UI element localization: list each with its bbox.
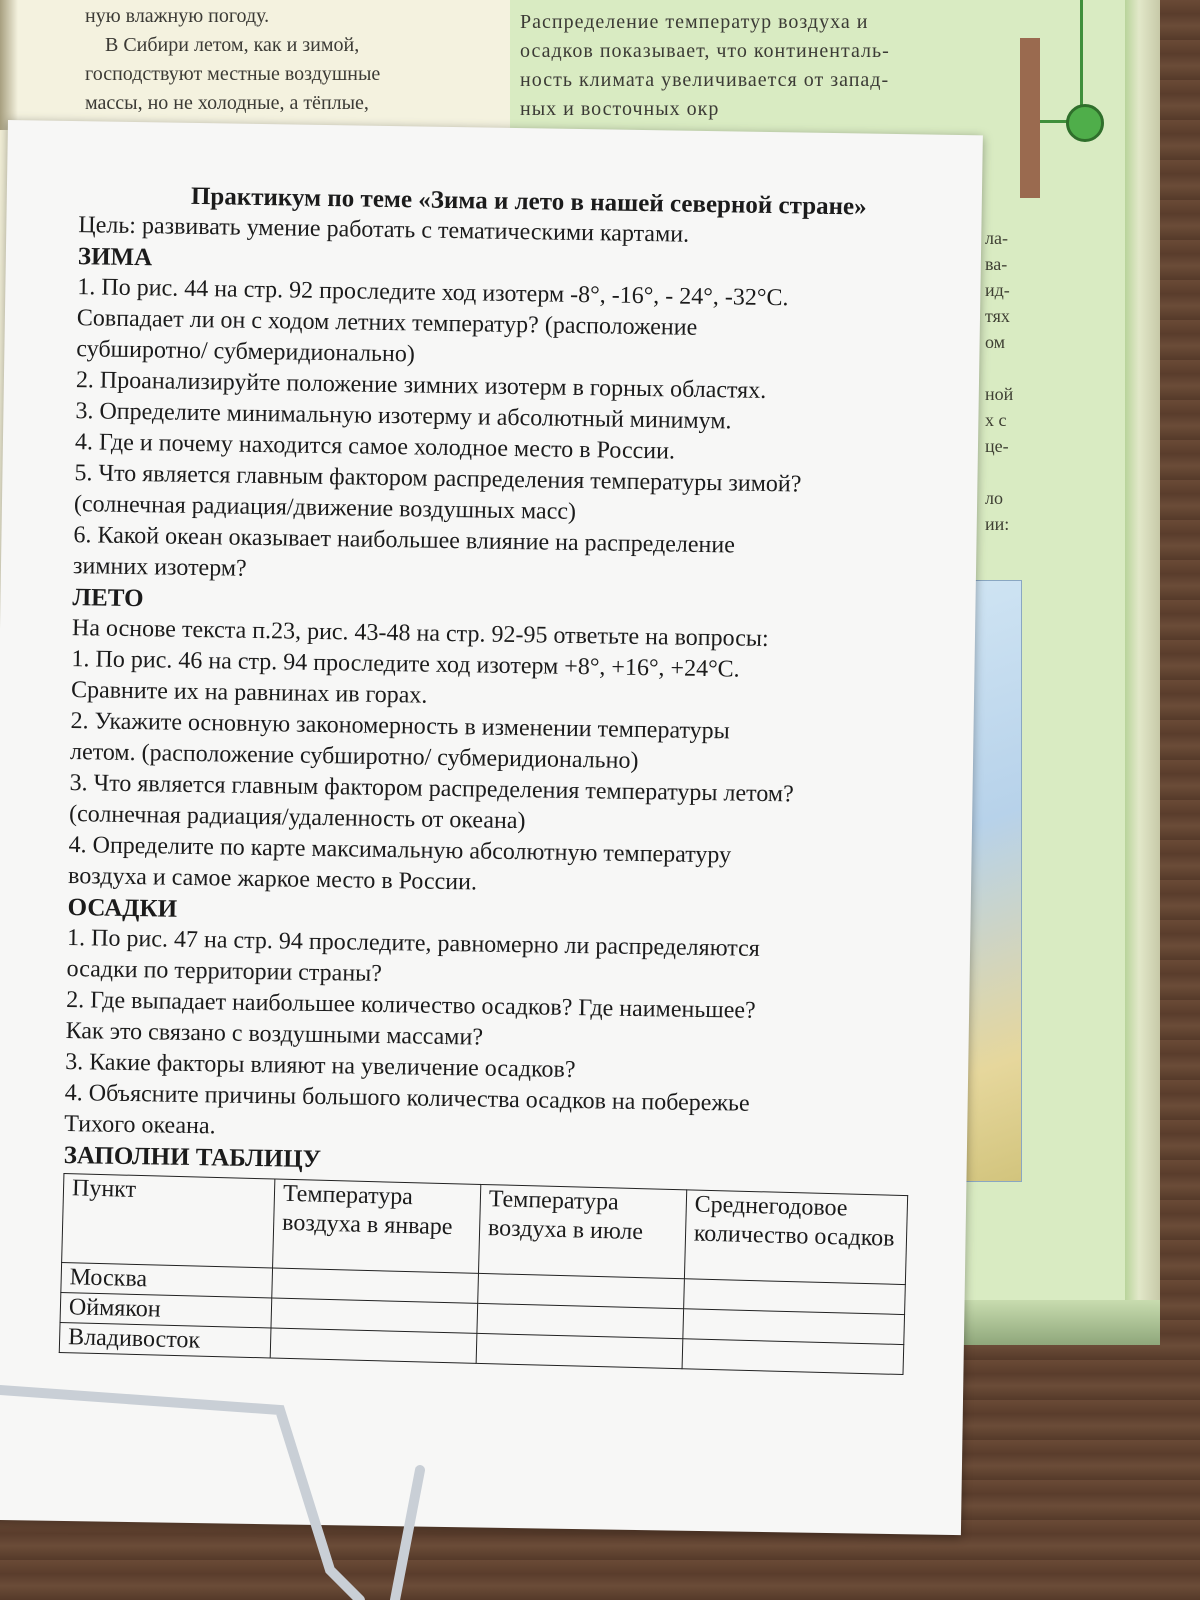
question-line: 4. Определите по карте максимальную абсолютную температуру (68, 832, 732, 869)
margin-fragment: це- (985, 436, 1009, 456)
margin-fragment (985, 355, 1045, 381)
question-line: 4. Где и почему находится самое холодное место в России. (74, 429, 676, 465)
question-line: 3. Определите минимальную изотерму и абсолютный минимум. (75, 398, 732, 435)
textbook-page-edges (1125, 0, 1160, 1345)
question-line: На основе текста п.23, рис. 43-48 на стр. 92-95 ответьте на вопросы: (71, 615, 769, 653)
question-line: 1. По рис. 46 на стр. 94 проследите ход изотерм +8°, +16°, +24°С. (71, 646, 740, 683)
table-cell-empty[interactable] (476, 1333, 683, 1368)
table-cell-city: Владивосток (59, 1322, 271, 1358)
margin-fragment: тях (985, 306, 1010, 326)
fill-in-table (59, 1173, 908, 1375)
book-line: массы, но не холодные, а тёплые, (85, 92, 369, 114)
worksheet-title: Практикум по теме «Зима и лето в нашей северной стране» (190, 182, 867, 221)
question-line: 1. По рис. 44 на стр. 92 проследите ход изотерм -8°, -16°, - 24°, -32°С. (77, 274, 789, 312)
book-line: господствуют местные воздушные (85, 63, 381, 85)
section-heading-precipitation: ОСАДКИ (67, 894, 178, 923)
book-line: ность климата увеличивается от запад- (520, 69, 890, 91)
question-line: субширотно/ субмеридионально) (76, 336, 416, 368)
worksheet-paper (0, 120, 983, 1535)
table-cell-city: Москва (61, 1262, 273, 1298)
question-line: (солнечная радиация/движение воздушных масс) (73, 491, 577, 525)
book-line: ных и восточных окр (520, 98, 720, 120)
section-heading-summer: ЛЕТО (72, 584, 144, 613)
textbook-margin-text (985, 225, 1045, 537)
table-header-cell: Среднегодовое количество осадков (684, 1190, 907, 1285)
book-line: осадков показывает, что континенталь- (520, 40, 890, 62)
table-header-cell: Температура воздуха в июле (478, 1184, 686, 1278)
question-line: воздуха и самое жаркое место в России. (67, 863, 478, 896)
question-line: 2. Укажите основную закономерность в изменении температуры (70, 708, 730, 745)
question-line: Сравните их на равнинах ив горах. (70, 677, 428, 709)
table-title: ЗАПОЛНИ ТАБЛИЦУ (63, 1142, 322, 1174)
question-line: Тихого океана. (64, 1111, 216, 1140)
margin-fragment: ва- (985, 254, 1008, 274)
worksheet-goal: Цель: развивать умение работать с тематическими картами. (78, 212, 690, 248)
margin-fragment: ид- (985, 280, 1010, 300)
textbook-right-text (520, 8, 990, 124)
margin-fragment: ной (985, 384, 1014, 404)
book-line: В Сибири летом, как и зимой, (85, 34, 360, 56)
question-line: 5. Что является главным фактором распределения температуры зимой? (74, 460, 802, 498)
margin-fragment: ла- (985, 228, 1008, 248)
question-line: зимних изотерм? (72, 553, 247, 582)
table-cell-empty[interactable] (270, 1328, 477, 1363)
decorative-green-line-vertical (1080, 0, 1083, 105)
question-line: 6. Какой океан оказывает наибольшее влияние на распределение (73, 522, 736, 559)
question-line: 3. Какие факторы влияют на увеличение осадков? (65, 1049, 576, 1084)
question-line: 3. Что является главным фактором распределения температуры летом? (69, 770, 794, 808)
margin-fragment (985, 459, 1045, 485)
green-circle-icon (1066, 104, 1104, 142)
question-line: 2. Проанализируйте положение зимних изотерм в горных областях. (75, 367, 767, 404)
book-line: ную влажную погоду. (85, 5, 270, 27)
margin-fragment: ом (985, 332, 1006, 352)
table-cell-empty[interactable] (682, 1339, 904, 1375)
question-line: осадки по территории страны? (66, 956, 383, 987)
margin-fragment: ло (985, 488, 1003, 508)
question-line: Как это связано с воздушными массами? (65, 1018, 484, 1051)
book-line: Распределение температур воздуха и (520, 11, 869, 33)
margin-fragment: х с (985, 410, 1007, 430)
table-header-cell: Пункт (62, 1174, 275, 1268)
question-line: (солнечная радиация/удаленность от океана) (68, 801, 526, 835)
table-header-cell: Температура воздуха в январе (273, 1179, 481, 1273)
textbook-left-text (85, 2, 485, 118)
textbook-fold (0, 0, 18, 130)
table-cell-city: Оймякон (60, 1292, 272, 1328)
question-line: 1. По рис. 47 на стр. 94 проследите, равномерно ли распределяются (66, 925, 760, 962)
worksheet-content (61, 179, 939, 1366)
question-line: 2. Где выпадает наибольшее количество осадков? Где наименьшее? (65, 987, 756, 1024)
question-line: Совпадает ли он с ходом летних температур? (расположение (76, 305, 698, 341)
decorative-brown-bar (1020, 38, 1040, 198)
margin-fragment: ии: (985, 514, 1010, 534)
section-heading-winter: ЗИМА (77, 243, 153, 272)
question-line: летом. (расположение субширотно/ субмеридионально) (69, 739, 639, 774)
question-line: 4. Объясните причины большого количества осадков на побережье (64, 1080, 750, 1117)
